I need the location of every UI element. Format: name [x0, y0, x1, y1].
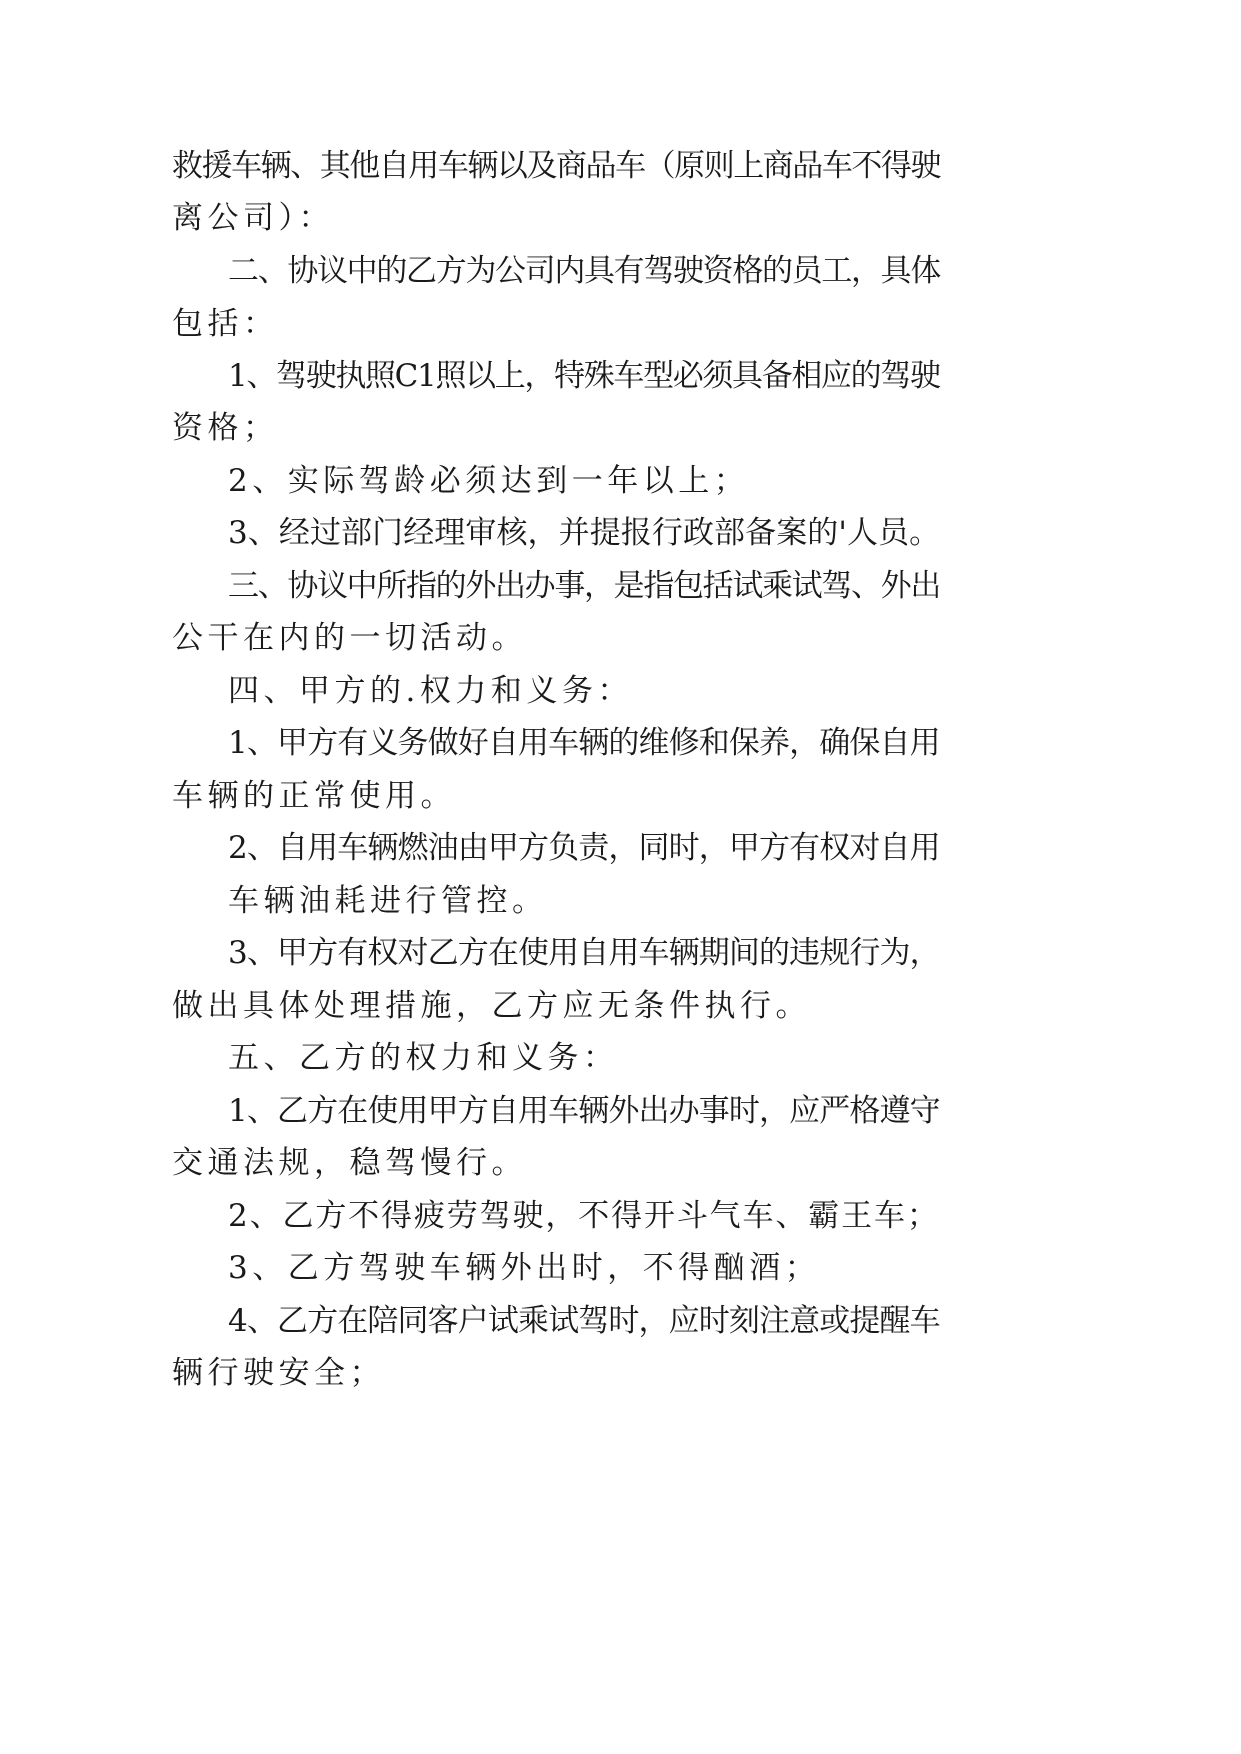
- text-line: 公干在内的一切活动。: [172, 620, 527, 656]
- text-line: 4、乙方在陪同客户试乘试驾时，应时刻注意或提醒车: [228, 1303, 940, 1339]
- text-line: 3、甲方有权对乙方在使用自用车辆期间的违规行为，: [228, 935, 940, 971]
- text-line: 3、经过部门经理审核，并提报行政部备案的'人员。: [228, 515, 941, 551]
- text-line: 1、驾驶执照C1照以上，特殊车型必须具备相应的驾驶: [228, 358, 940, 394]
- text-line: 2、实际驾龄必须达到一年以上；: [228, 463, 750, 499]
- text-line: 离公司）：: [172, 200, 334, 236]
- text-line: 做出具体处理措施，乙方应无条件执行。: [172, 988, 811, 1024]
- text-line: 2、乙方不得疲劳驾驶，不得开斗气车、霸王车；: [228, 1198, 940, 1234]
- text-line: 1、乙方在使用甲方自用车辆外出办事时，应严格遵守: [228, 1093, 940, 1129]
- text-line: 三、协议中所指的外出办事，是指包括试乘试驾、外出: [228, 568, 940, 604]
- text-line: 资格；: [172, 410, 279, 446]
- text-line: 1、甲方有义务做好自用车辆的维修和保养，确保自用: [228, 725, 940, 761]
- text-line: 救援车辆、其他自用车辆以及商品车（原则上商品车不得驶: [172, 148, 940, 184]
- text-line: 2、自用车辆燃油由甲方负责，同时，甲方有权对自用: [228, 830, 940, 866]
- text-line: 二、协议中的乙方为公司内具有驾驶资格的员工，具体: [228, 253, 940, 289]
- text-line: 3、乙方驾驶车辆外出时，不得酗酒；: [228, 1250, 821, 1286]
- text-line: 车辆的正常使用。: [172, 778, 456, 814]
- text-line: 四、甲方的.权力和义务：: [228, 673, 633, 709]
- text-line: 车辆油耗进行管控。: [228, 883, 548, 919]
- text-line: 五、乙方的权力和义务：: [228, 1040, 619, 1076]
- text-line: 辆行驶安全；: [172, 1355, 385, 1391]
- text-line: 交通法规，稳驾慢行。: [172, 1145, 527, 1181]
- text-line: 包括：: [172, 306, 279, 342]
